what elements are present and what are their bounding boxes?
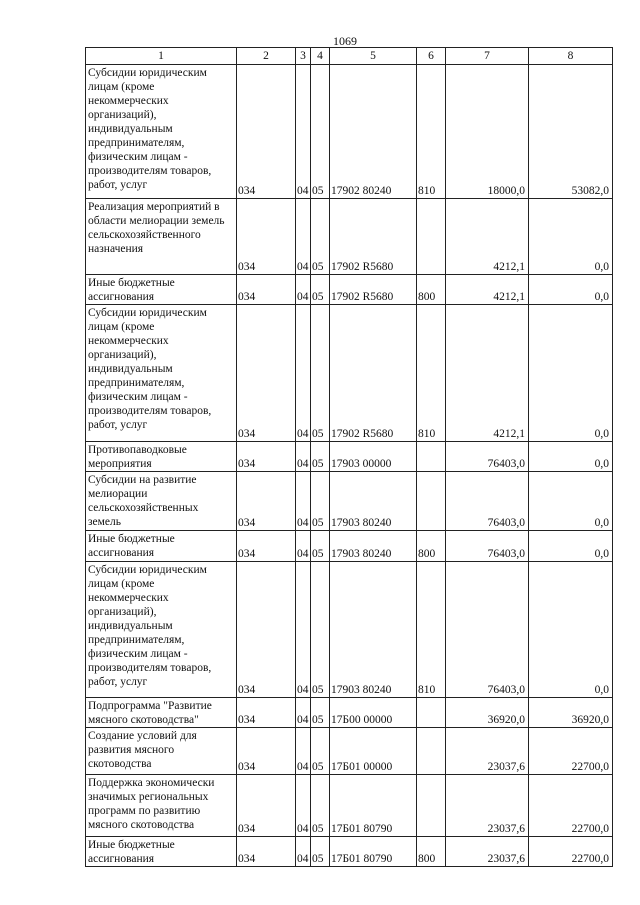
- cell-name: Противопаводковые мероприятия: [86, 442, 237, 472]
- cell-code: 034: [237, 698, 296, 728]
- cell-section: 04: [296, 275, 311, 305]
- cell-code: 034: [237, 275, 296, 305]
- cell-amount-col8: 22700,0: [529, 837, 613, 867]
- cell-expense-type: 800: [417, 275, 446, 305]
- cell-amount-col7: 4212,1: [446, 275, 529, 305]
- cell-target-article: 17902 R5680: [330, 199, 417, 275]
- cell-subsection: 05: [311, 472, 330, 531]
- cell-subsection: 05: [311, 562, 330, 698]
- cell-amount-col8: 22700,0: [529, 728, 613, 775]
- cell-name: Реализация мероприятий в области мелиорации земель сельскохозяйственного назначения: [86, 199, 237, 275]
- cell-amount-col7: 76403,0: [446, 472, 529, 531]
- cell-code: 034: [237, 837, 296, 867]
- column-header: 3: [296, 48, 311, 65]
- cell-expense-type: [417, 442, 446, 472]
- table-row: [86, 275, 613, 305]
- cell-amount-col7: 4212,1: [446, 199, 529, 275]
- cell-name: Поддержка экономически значимых региональных программ по развитию мясного скотоводства: [86, 775, 237, 837]
- cell-subsection: 05: [311, 728, 330, 775]
- cell-name: Субсидии юридическим лицам (кроме некоммерческих организаций), индивидуальным предпринимателям, физическим лицам - производителям товаров, работ, услуг: [86, 562, 237, 698]
- cell-amount-col7: 76403,0: [446, 531, 529, 562]
- cell-section: 04: [296, 775, 311, 837]
- cell-section: 04: [296, 531, 311, 562]
- cell-target-article: 17902 80240: [330, 65, 417, 199]
- cell-target-article: 17Б01 80790: [330, 775, 417, 837]
- cell-amount-col7: 36920,0: [446, 698, 529, 728]
- cell-code: 034: [237, 472, 296, 531]
- cell-expense-type: 810: [417, 305, 446, 442]
- cell-name: Субсидии юридическим лицам (кроме некоммерческих организаций), индивидуальным предпринимателям, физическим лицам - производителям товаров, работ, услуг: [86, 305, 237, 442]
- cell-subsection: 05: [311, 275, 330, 305]
- cell-target-article: 17903 80240: [330, 531, 417, 562]
- cell-target-article: 17Б01 00000: [330, 728, 417, 775]
- cell-expense-type: [417, 698, 446, 728]
- table-row: [86, 562, 613, 698]
- cell-expense-type: [417, 775, 446, 837]
- cell-code: 034: [237, 531, 296, 562]
- cell-amount-col7: 23037,6: [446, 837, 529, 867]
- column-header: 5: [330, 48, 417, 65]
- cell-amount-col8: 36920,0: [529, 698, 613, 728]
- cell-expense-type: [417, 199, 446, 275]
- cell-target-article: 17Б01 80790: [330, 837, 417, 867]
- cell-expense-type: 800: [417, 837, 446, 867]
- cell-amount-col7: 23037,6: [446, 728, 529, 775]
- table-row: [86, 199, 613, 275]
- cell-code: 034: [237, 775, 296, 837]
- cell-amount-col8: 22700,0: [529, 775, 613, 837]
- cell-section: 04: [296, 698, 311, 728]
- cell-code: 034: [237, 305, 296, 442]
- column-header: 4: [311, 48, 330, 65]
- cell-name: Иные бюджетные ассигнования: [86, 531, 237, 562]
- table-row: [86, 472, 613, 531]
- cell-name: Создание условий для развития мясного скотоводства: [86, 728, 237, 775]
- cell-amount-col8: 0,0: [529, 275, 613, 305]
- cell-expense-type: 800: [417, 531, 446, 562]
- cell-target-article: 17903 00000: [330, 442, 417, 472]
- table-row: [86, 698, 613, 728]
- cell-amount-col7: 4212,1: [446, 305, 529, 442]
- cell-target-article: 17903 80240: [330, 562, 417, 698]
- cell-code: 034: [237, 199, 296, 275]
- table-row: [86, 775, 613, 837]
- cell-name: Субсидии юридическим лицам (кроме некоммерческих организаций), индивидуальным предпринимателям, физическим лицам - производителям товаров, работ, услуг: [86, 65, 237, 199]
- table-row: [86, 531, 613, 562]
- cell-expense-type: 810: [417, 65, 446, 199]
- table-row: [86, 442, 613, 472]
- cell-section: 04: [296, 442, 311, 472]
- cell-name: Подпрограмма "Развитие мясного скотоводства": [86, 698, 237, 728]
- cell-code: 034: [237, 728, 296, 775]
- cell-amount-col8: 0,0: [529, 305, 613, 442]
- cell-code: 034: [237, 65, 296, 199]
- cell-section: 04: [296, 728, 311, 775]
- table-row: [86, 305, 613, 442]
- table-header-row: [86, 48, 613, 65]
- cell-name: Иные бюджетные ассигнования: [86, 837, 237, 867]
- cell-name: Иные бюджетные ассигнования: [86, 275, 237, 305]
- cell-amount-col8: 0,0: [529, 442, 613, 472]
- cell-section: 04: [296, 562, 311, 698]
- column-header: 6: [417, 48, 446, 65]
- cell-subsection: 05: [311, 531, 330, 562]
- cell-amount-col7: 23037,6: [446, 775, 529, 837]
- cell-target-article: 17902 R5680: [330, 275, 417, 305]
- cell-expense-type: [417, 728, 446, 775]
- column-header: 8: [529, 48, 613, 65]
- cell-section: 04: [296, 305, 311, 442]
- cell-code: 034: [237, 442, 296, 472]
- cell-amount-col7: 76403,0: [446, 562, 529, 698]
- cell-amount-col8: 53082,0: [529, 65, 613, 199]
- cell-subsection: 05: [311, 698, 330, 728]
- cell-section: 04: [296, 199, 311, 275]
- cell-subsection: 05: [311, 775, 330, 837]
- cell-section: 04: [296, 837, 311, 867]
- budget-table: [85, 47, 613, 867]
- cell-target-article: 17902 R5680: [330, 305, 417, 442]
- cell-subsection: 05: [311, 837, 330, 867]
- cell-amount-col8: 0,0: [529, 199, 613, 275]
- cell-target-article: 17903 80240: [330, 472, 417, 531]
- cell-section: 04: [296, 472, 311, 531]
- cell-name: Субсидии на развитие мелиорации сельскохозяйственных земель: [86, 472, 237, 531]
- table-row: [86, 837, 613, 867]
- cell-amount-col7: 18000,0: [446, 65, 529, 199]
- table-row: [86, 65, 613, 199]
- cell-expense-type: [417, 472, 446, 531]
- page-number: 1069: [333, 34, 357, 48]
- cell-amount-col8: 0,0: [529, 472, 613, 531]
- column-header: 7: [446, 48, 529, 65]
- cell-amount-col8: 0,0: [529, 531, 613, 562]
- cell-subsection: 05: [311, 442, 330, 472]
- cell-subsection: 05: [311, 65, 330, 199]
- cell-section: 04: [296, 65, 311, 199]
- cell-target-article: 17Б00 00000: [330, 698, 417, 728]
- cell-subsection: 05: [311, 199, 330, 275]
- cell-amount-col8: 0,0: [529, 562, 613, 698]
- cell-amount-col7: 76403,0: [446, 442, 529, 472]
- column-header: 1: [86, 48, 237, 65]
- cell-code: 034: [237, 562, 296, 698]
- column-header: 2: [237, 48, 296, 65]
- table-row: [86, 728, 613, 775]
- cell-expense-type: 810: [417, 562, 446, 698]
- cell-subsection: 05: [311, 305, 330, 442]
